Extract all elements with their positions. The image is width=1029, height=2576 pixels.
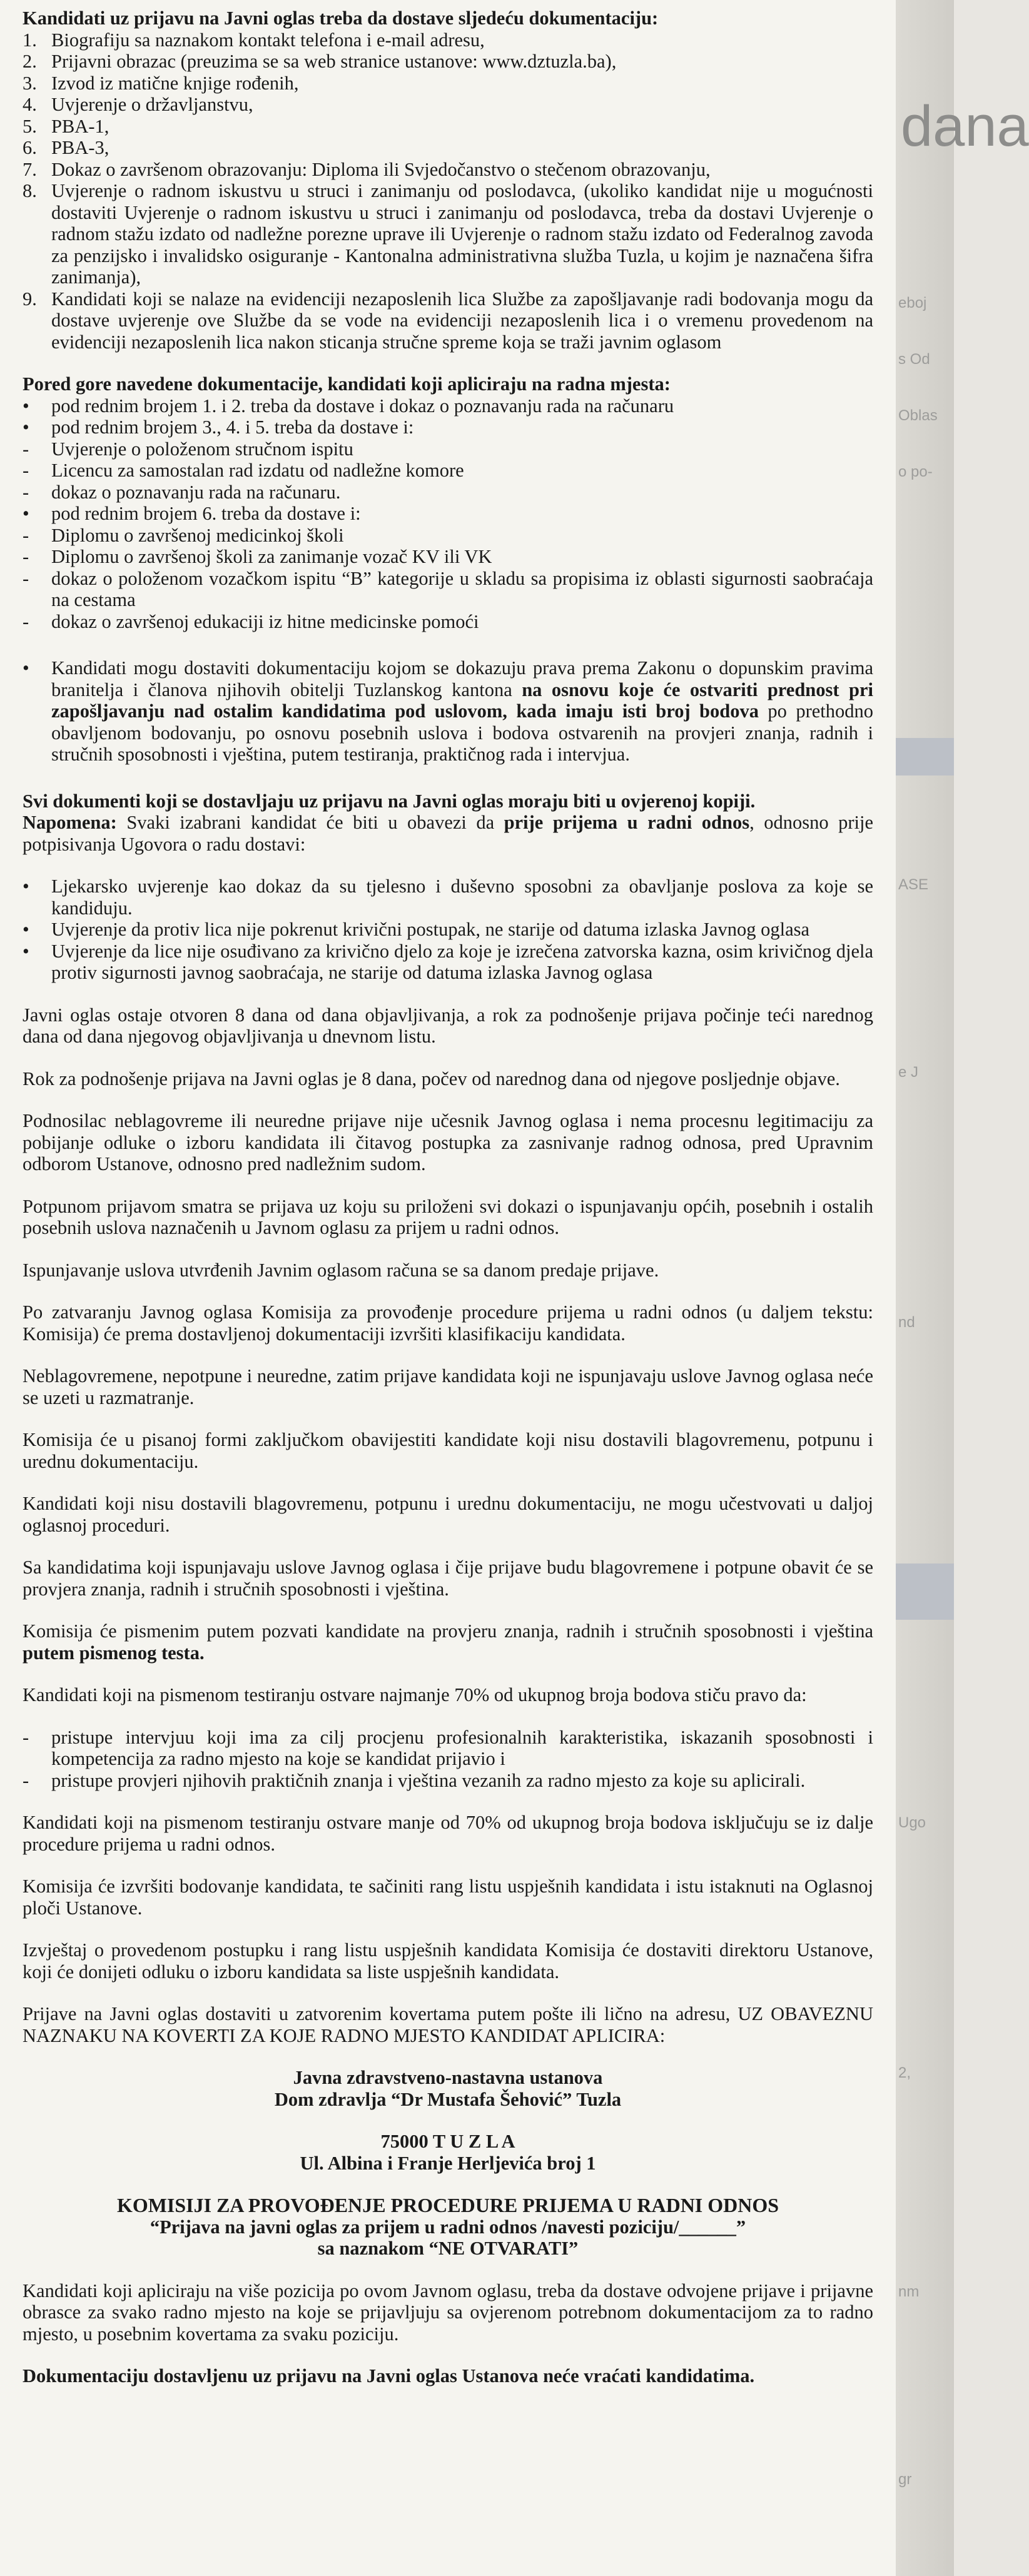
list-item: • Uvjerenje da lice nije osuđivano za krivično djelo za koje je izrečena zatvorska kazna, osim krivičnog djela protiv sigurnosti javnog saobraćaja, ne starije od datuma izlaska Javnog oglasa xyxy=(23,940,873,983)
open-period-paragraph: Javni oglas ostaje otvoren 8 dana od dana objavljivanja, a rok za podnošenje prijava počinje teći narednog dana od dana njegovog objavljivanja u dnevnom listu. xyxy=(23,1004,873,1047)
envelope-subject: “Prijava na javni oglas za prijem u radni odnos /navesti poziciju/______” xyxy=(150,2216,746,2238)
list-item: • Ljekarsko uvjerenje kao dokaz da su tjelesno i duševno sposobni za obavljanje poslova za koje se kandiduju. xyxy=(23,876,873,919)
list-item: 5. PBA-1, xyxy=(23,115,109,137)
complete-application-paragraph: Potpunom prijavom smatra se prijava uz koju su priloženi svi dokazi o ispunjavanju općih, posebnih i ostalih posebnih uslova naznačenih u Javnom oglasu za prijem u radni odnos. xyxy=(23,1195,873,1238)
list-item: - Diplomu o završenoj školi za zanimanje vozač KV ili VK xyxy=(23,546,492,567)
list-item: - Diplomu o završenoj medicinkoj školi xyxy=(23,524,344,546)
certified-copies-notice: Svi dokumenti koji se dostavljaju uz prijavu na Javni oglas moraju biti u ovjerenoj kopiji. xyxy=(23,790,756,812)
list-item: - pristupe intervjuu koji ima za cilj procjenu profesionalnih karakteristika, iskazanih sposobnosti i kompetencija za radno mjesto na koje se kandidat prijavio i xyxy=(23,1726,873,1769)
adjacent-page-bleed xyxy=(896,0,1029,2576)
address-institution: Javna zdravstveno-nastavna ustanova xyxy=(293,2067,603,2088)
multiple-positions-paragraph: Kandidati koji apliciraju na više pozicija po ovom Javnom oglasu, treba da dostave odvojene prijave i prijavne obrasce za svako radno mjesto na koje se prijavljuju sa ovjerenom potrebnom dokumentacijom za to radno mjesto, u posebnim kovertama za svaku poziciju. xyxy=(23,2280,873,2345)
adjacent-page-fragment: 2, xyxy=(898,2064,911,2081)
report-paragraph: Izvještaj o provedenom postupku i rang listu uspješnih kandidata Komisija će dostaviti direktoru Ustanove, koji će donijeti odluku o izboru kandidata sa liste uspješnih kandidata. xyxy=(23,1939,873,1983)
adjacent-page-fragment: nd xyxy=(898,1314,915,1331)
list-item: • Uvjerenje da protiv lica nije pokrenut krivični postupak, ne starije od datuma izlaska Javnog oglasa xyxy=(23,919,810,940)
extra-documents-list xyxy=(23,395,873,633)
list-item: • pod rednim brojem 3., 4. i 5. treba da dostave i: xyxy=(23,417,414,438)
adjacent-page-fragment: Ugo xyxy=(898,1814,926,1831)
address-name: Dom zdravlja “Dr Mustafa Šehović” Tuzla xyxy=(274,2088,622,2110)
adjacent-page-fragment: e J xyxy=(898,1064,919,1081)
final-notice: Dokumentaciju dostavljenu uz prijavu na Javni oglas Ustanova neće vraćati kandidatima. xyxy=(23,2365,755,2387)
list-item: 9. Kandidati koji se nalaze na evidenciji nezaposlenih lica Službe za zapošljavanje radi bodovanja mogu da dostave uvjerenje ove Službe da se vode na evidenciji nezaposlenih lica i o vremenu provedenom na evidenciji nezaposlenih lica nakon sticanja stručne spreme koja se traži javnim oglasom xyxy=(23,288,873,353)
ranking-paragraph: Komisija će izvršiti bodovanje kandidata, te sačiniti rang listu uspješnih kandidata i istu istaknuti na Oglasnoj ploči Ustanove. xyxy=(23,1876,873,1919)
excluded-paragraph: Kandidati koji nisu dostavili blagovremenu, potpunu i urednu dokumentaciju, ne mogu učestvovati u daljoj oglasnoj proceduri. xyxy=(23,1493,873,1536)
required-documents-list xyxy=(23,29,873,353)
eligible-paragraph: Sa kandidatima koji ispunjavaju uslove Javnog oglasa i čije prijave budu blagovremene i potpune obavit će se provjera znanja, radnih i stručnih sposobnosti i vještina. xyxy=(23,1557,873,1600)
adjacent-page-fragment: ASE xyxy=(898,876,929,893)
adjacent-page-fragment: o po- xyxy=(898,463,933,480)
list-item: • Kandidati mogu dostaviti dokumentaciju kojom se dokazuju prava prema Zakonu o dopunskim pravima branitelja i članova njihovih obitelji Tuzlanskog kantona na osnovu koje će ostvariti prednost pri zapošljavanju nad ostalim kandidatima pod uslovom, kada imaju isti broj bodova po prethodno obavljenom bodovanju, po osnovu posebnih uslova i bodova ostvarenih na provjeri znanja, radnih i stručnih sposobnosti i vještina, putem testiranja, praktičnog rada i intervjua. xyxy=(23,657,873,765)
list-item: 7. Dokaz o završenom obrazovanju: Diploma ili Svjedočanstvo o stečenom obrazovanju, xyxy=(23,158,711,180)
late-applications-paragraph: Podnosilac neblagovreme ili neuredne prijave nije učesnik Javnog oglasa i nema procesnu legitimaciju za pobijanje odluke o izboru kandidata ili čitavog postupka za zasnivanje radnog odnosa, pred Upravnim odborom Ustanove, odnosno pred nadležnim sudom. xyxy=(23,1110,873,1174)
list-item: 4. Uvjerenje o državljanstvu, xyxy=(23,94,253,115)
documents-heading: Kandidati uz prijavu na Javni oglas treba da dostave sljedeću dokumentaciju: xyxy=(23,8,659,29)
rights-list xyxy=(23,1727,873,1792)
adjacent-page-heading: dana xyxy=(901,94,1029,158)
address-city: 75000 T U Z L A xyxy=(380,2131,515,2152)
list-item: 1. Biografiju sa naznakom kontakt telefona i e-mail adresu, xyxy=(23,29,485,51)
list-item: - Uvjerenje o položenom stručnom ispitu xyxy=(23,438,353,460)
list-item: - dokaz o položenom vozačkom ispitu “B” kategorije u skladu sa propisima iz oblasti sigurnosti saobraćaja na cestama xyxy=(23,567,873,610)
adjacent-page-fragment: gr xyxy=(898,2471,912,2488)
list-item: 8. Uvjerenje o radnom iskustvu u struci i zanimanju od poslodavca, (ukoliko kandidat nije u mogućnosti dostaviti Uvjerenje o radnom iskustvu u struci i zanimanju od poslodavca, treba da dostavi Uvjerenje o radnom stažu izdato od nadležne porezne uprave ili Uvjerenje o radnom stažu izdato od Federalnog zavoda za penzijsko i invalidsko osiguranje - Kantonalna administrativna služba Tuzla, u kojim je naznačena šifra zanimanja), xyxy=(23,180,873,288)
list-item: - pristupe provjeri njihovih praktičnih znanja i vještina vezanih za radno mjesto za koje su aplicirali. xyxy=(23,1769,806,1791)
eligibility-date-paragraph: Ispunjavanje uslova utvrđenih Javnim oglasom računa se sa danom predaje prijave. xyxy=(23,1259,659,1281)
adjacent-page-fragment: nm xyxy=(898,2283,920,2300)
envelope-do-not-open: sa naznakom “NE OTVARATI” xyxy=(317,2238,579,2259)
adjacent-page-fragment: s Od xyxy=(898,351,930,368)
list-item: - Licencu za samostalan rad izdatu od nadležne komore xyxy=(23,460,464,481)
adjacent-page-band xyxy=(896,1563,954,1620)
list-item: - dokaz o završenoj edukaciji iz hitne medicinske pomoći xyxy=(23,610,479,632)
invite-paragraph: Komisija će pismenim putem pozvati kandidate na provjeru znanja, radnih i stručnih sposobnosti i vještina putem pismenog testa. xyxy=(23,1620,873,1664)
list-item: - dokaz o poznavanju rada na računaru. xyxy=(23,481,341,503)
list-item: 3. Izvod iz matične knjige rođenih, xyxy=(23,72,299,94)
adjacent-page-fragment: Oblas xyxy=(898,407,938,424)
list-item: • pod rednim brojem 1. i 2. treba da dostave i dokaz o poznavanju rada na računaru xyxy=(23,395,674,417)
submission-paragraph: Prijave na Javni oglas dostaviti u zatvorenim kovertama putem pošte ili lično na adresu, UZ OBAVEZNU NAZNAKU NA KOVERTI ZA KOJE RADNO MJESTO KANDIDAT APLICIRA: xyxy=(23,2003,873,2046)
list-item: 6. PBA-3, xyxy=(23,137,109,158)
list-item: • pod rednim brojem 6. treba da dostave i: xyxy=(23,503,361,524)
extra-documents-heading: Pored gore navedene dokumentacije, kandidati koji apliciraju na radna mjesta: xyxy=(23,373,671,395)
adjacent-page-band xyxy=(896,738,954,775)
note-paragraph: Napomena: Svaki izabrani kandidat će biti u obavezi da prije prijema u radni odnos, odnosno prije potpisivanja Ugovora o radu dostavi: xyxy=(23,812,873,855)
commission-paragraph: Po zatvaranju Javnog oglasa Komisija za provođenje procedure prijema u radni odnos (u daljem tekstu: Komisija) će prema dostavljenoj dokumentaciji izvršiti klasifikaciju kandidata. xyxy=(23,1301,873,1345)
adjacent-page-fragment: eboj xyxy=(898,295,927,311)
veterans-note xyxy=(23,657,873,765)
address-street: Ul. Albina i Franje Herljevića broj 1 xyxy=(300,2152,596,2174)
notify-paragraph: Komisija će u pisanoj formi zaključkom obavijestiti kandidate koji nisu dostavili blagovremenu, potpunu i urednu dokumentaciju. xyxy=(23,1429,873,1472)
threshold-paragraph: Kandidati koji na pismenom testiranju ostvare najmanje 70% od ukupnog broja bodova stiču pravo da: xyxy=(23,1684,807,1705)
below-threshold-paragraph: Kandidati koji na pismenom testiranju ostvare manje od 70% od ukupnog broja bodova isključuju se iz dalje procedure prijema u radni odnos. xyxy=(23,1812,873,1855)
note-documents-list xyxy=(23,876,873,984)
envelope-recipient: KOMISIJI ZA PROVOĐENJE PROCEDURE PRIJEMA U RADNI ODNOS xyxy=(116,2194,779,2216)
deadline-paragraph: Rok za podnošenje prijava na Javni oglas je 8 dana, počev od narednog dana od njegove posljednje objave. xyxy=(23,1068,840,1089)
rejected-paragraph: Neblagovremene, nepotpune i neuredne, zatim prijave kandidata koji ne ispunjavaju uslove Javnog oglasa neće se uzeti u razmatranje. xyxy=(23,1365,873,1408)
list-item: 2. Prijavni obrazac (preuzima se sa web stranice ustanove: www.dztuzla.ba), xyxy=(23,51,617,72)
